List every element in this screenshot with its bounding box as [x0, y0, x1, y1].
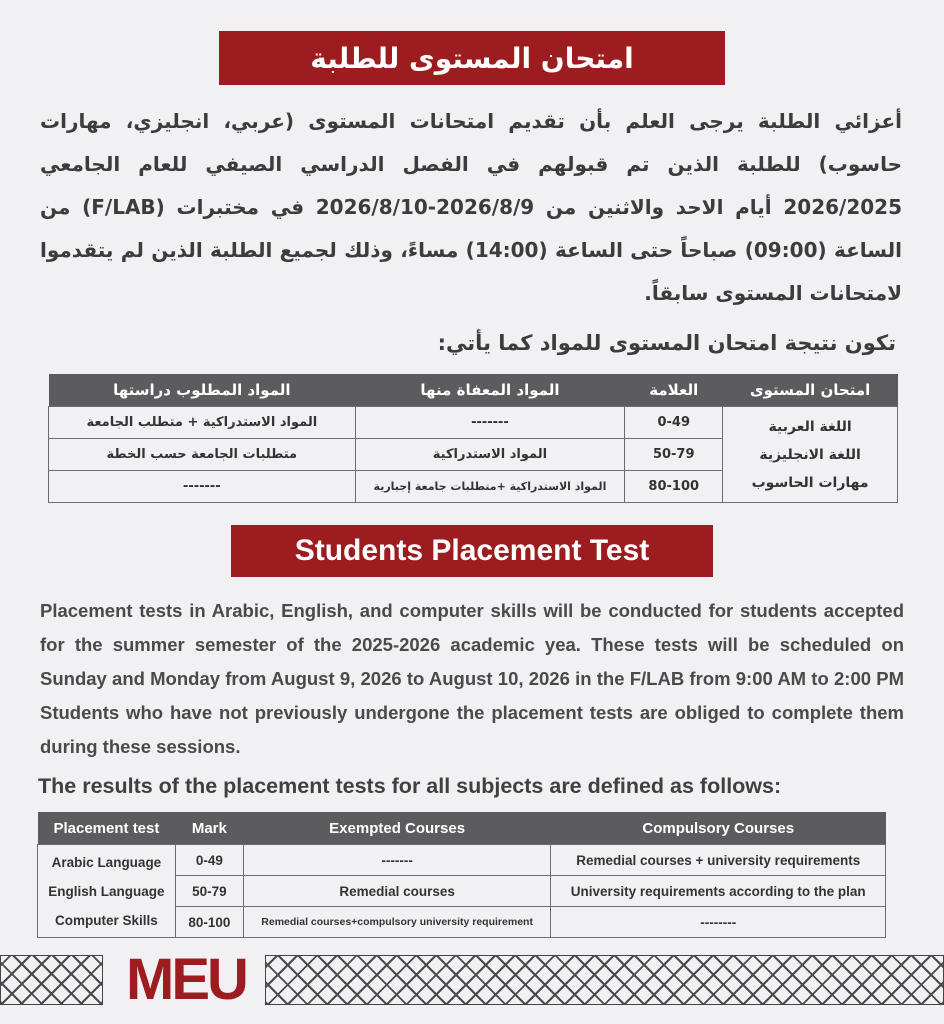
- table-header-row: [38, 812, 886, 845]
- exempted-cell: -------: [355, 407, 625, 439]
- arabic-intro-paragraph: أعزائي الطلبة يرجى العلم بأن تقديم امتحانات المستوى (عربي، انجليزي، مهارات حاسوب) للطلبة الذين تم قبولهم في الفصل الدراسي الصيفي للعام الجامعي 2026/2025 أيام الاحد والاثنين من 2026/8/9-2026/8/10 في مختبرات (F/LAB) من الساعة (09:00) صباحاً حتى الساعة (14:00) مساءً، وذلك لجميع الطلبة الذين لم يتقدموا لامتحانات المستوى سابقاً.: [40, 109, 903, 305]
- required-cell: -------: [49, 471, 356, 503]
- mark-cell: 50-79: [625, 439, 723, 471]
- table-row: [49, 407, 898, 439]
- level-arabic: اللغة العربية: [768, 418, 852, 435]
- level-english: اللغة الانجليزية: [759, 446, 861, 463]
- table-header-row: [49, 374, 898, 407]
- mark-cell: 80-100: [625, 471, 723, 503]
- levels-cell: [723, 407, 898, 503]
- english-results-table: [37, 812, 886, 938]
- arabic-title-banner: [219, 31, 725, 85]
- table-row: [38, 845, 886, 876]
- exempted-cell: Remedial courses+compulsory university requirement: [243, 907, 551, 938]
- header-exempted: المواد المعفاة منها: [355, 374, 625, 407]
- level-arabic: Arabic Language: [51, 854, 162, 870]
- arabic-results-lead: تكون نتيجة امتحان المستوى للمواد كما يأتي:: [437, 331, 896, 355]
- header-mark: Mark: [175, 812, 243, 845]
- english-results-lead: The results of the placement tests for all subjects are defined as follows:: [38, 774, 782, 798]
- footer-pattern-right: [265, 955, 944, 1005]
- mark-cell: 0-49: [175, 845, 243, 876]
- footer-pattern-left: [0, 955, 103, 1005]
- exempted-cell: -------: [243, 845, 551, 876]
- mark-cell: 50-79: [175, 876, 243, 907]
- mark-cell: 0-49: [625, 407, 723, 439]
- required-cell: --------: [551, 907, 886, 938]
- header-mark: العلامة: [625, 374, 723, 407]
- meu-logo: MEU: [126, 946, 246, 1012]
- header-level: امتحان المستوى: [723, 374, 898, 407]
- required-cell: المواد الاستدراكية + متطلب الجامعة: [49, 407, 356, 439]
- required-cell: متطلبات الجامعة حسب الخطة: [49, 439, 356, 471]
- required-cell: University requirements according to the plan: [551, 876, 886, 907]
- english-title: Students Placement Test: [294, 534, 650, 567]
- level-computer: مهارات الحاسوب: [751, 474, 869, 491]
- arabic-results-table: [48, 374, 898, 503]
- header-exempted: Exempted Courses: [243, 812, 551, 845]
- header-level: Placement test: [38, 812, 176, 845]
- arabic-title: امتحان المستوى للطلبة: [310, 41, 634, 75]
- exempted-cell: المواد الاستدراكية: [355, 439, 625, 471]
- english-title-banner: [231, 525, 713, 577]
- mark-cell: 80-100: [175, 907, 243, 938]
- header-required: المواد المطلوب دراستها: [49, 374, 356, 407]
- level-english: English Language: [48, 883, 165, 899]
- exempted-cell: Remedial courses: [243, 876, 551, 907]
- english-intro-paragraph: Placement tests in Arabic, English, and computer skills will be conducted for students accepted for the summer semester of the 2025-2026 academic yea. These tests will be scheduled on Sunday and Monday from August 9, 2026 to August 10, 2026 in the F/LAB from 9:00 AM to 2:00 PM Students who have not previously undergone the placement tests are obliged to complete them during these sessions.: [40, 600, 904, 757]
- level-computer: Computer Skills: [55, 912, 158, 928]
- levels-cell: [38, 845, 176, 938]
- required-cell: Remedial courses + university requirements: [551, 845, 886, 876]
- exempted-cell: المواد الاستدراكية +متطلبات جامعة إجبارية: [355, 471, 625, 503]
- header-required: Compulsory Courses: [551, 812, 886, 845]
